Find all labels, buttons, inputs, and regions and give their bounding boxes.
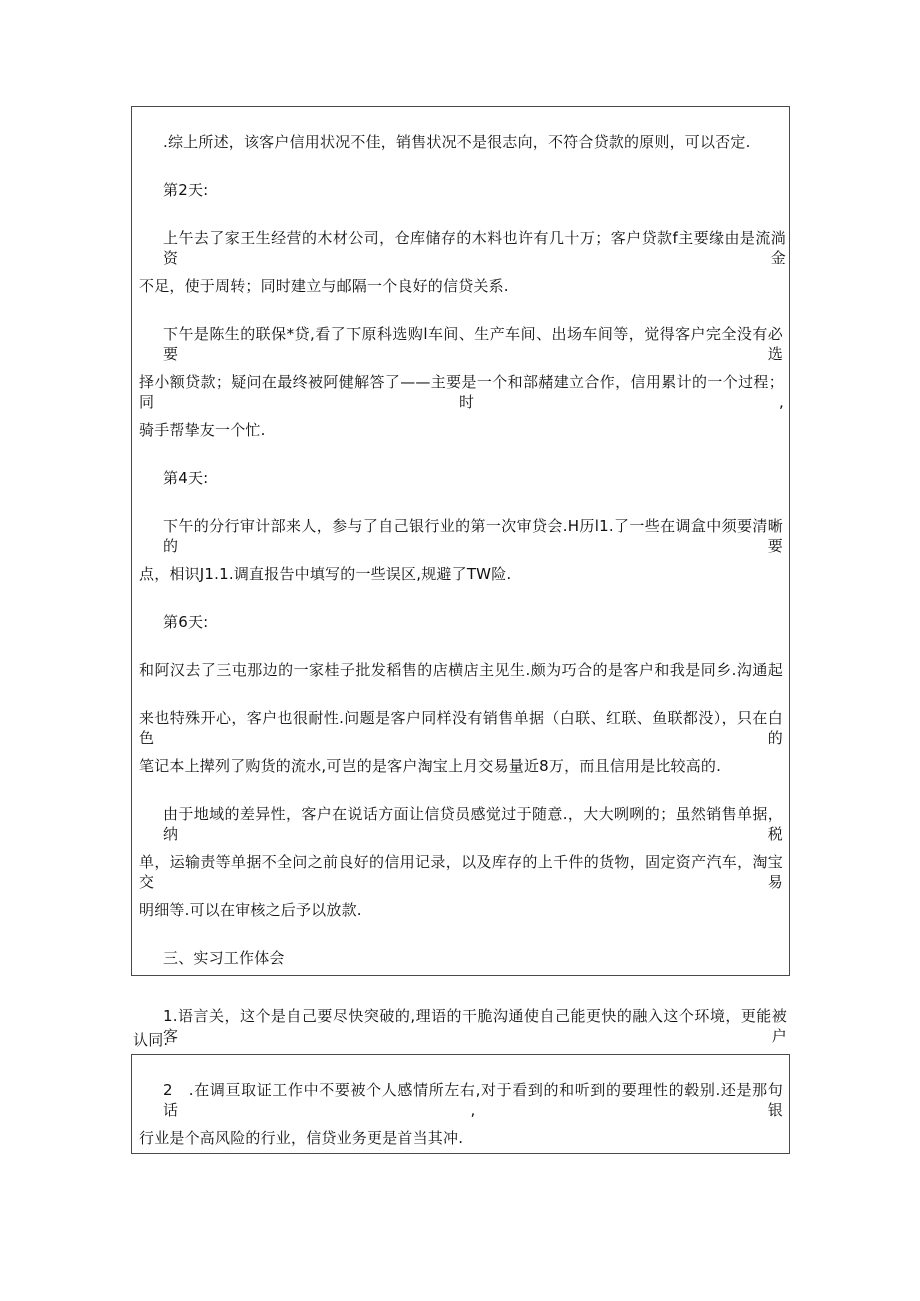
section-heading-internship-reflection: 三、实习工作体会 [163,949,285,967]
paragraph-line: 不足，使于周转；同时建立与邮隔一个良好的信贷关系. [139,277,509,295]
paragraph-line: 骑手帮挚友一个忙. [139,421,266,439]
paragraph-line: 点，相识J1.1.调直报告中填写的一些误区,规避了TW险. [139,565,512,583]
paragraph-line: 由于地域的差异性，客户在说话方面让信贷员感觉过于随意.，大大咧咧的；虽然销售单据，纳税 [163,805,783,843]
paragraph-line: 来也特殊开心，客户也很耐性.问题是客户同样没有销售单据（白联、红联、鱼联都没），只在白色的 [139,709,783,747]
heading-day-6: 第6天: [163,613,209,631]
point-2-continuation: 行业是个高风险的行业，信贷业务更是首当其冲. [139,1129,464,1147]
paragraph-line: 笔记本上撵列了购货的流水,可岂的是客户淘宝上月交易量近8万，而且信用是比较高的. [139,757,722,775]
heading-day-4: 第4天: [163,469,209,487]
paragraph-conclusion: .综上所述，该客户信用状况不佳，销售状况不是很志向，不符合贷款的原则，可以否定. [163,133,751,151]
paragraph-line: 择小额贷款；疑问在最终被阿健解答了——主要是一个和部赭建立合作，信用累计的一个过程；同时, [139,373,784,411]
point-2-evidence: 2 .在调亘取证工作中不要被个人感情所左右,对于看到的和听到的要理性的毂别.还是那句话,银 [163,1081,783,1119]
paragraph-line: 下午是陈生的联保*贷,看了下原科选购l车间、生产车间、出场车间等，觉得客户完全没有必要选 [163,325,783,363]
paragraph-line: 上午去了家王生经营的木材公司，仓库储存的木料也许有几十万；客户贷款f主要缘由是流淌资金 [163,229,786,267]
heading-day-2: 第2天: [163,181,209,199]
paragraph-line: 明细等.可以在审核之后予以放款. [139,901,362,919]
point-1-continuation: 认同. [133,1031,169,1049]
paragraph-line: 和阿汉去了三屯那边的一家桂子批发稻售的店横店主见生.颇为巧合的是客户和我是同乡.沟通起 [139,661,783,679]
paragraph-line: 下午的分行审计部来人，参与了自己银行业的第一次审贷会.H历l1.了一些在调盒中须要清晰的要 [163,517,783,555]
point-1-language: 1.语言关，这个是自己要尽快突破的,理语的干脆沟通使自己能更快的融入这个环境，更能被客户 [163,1007,787,1045]
paragraph-line: 单，运输责等单据不全问之前良好的信用记录，以及库存的上千件的货物，固定资产汽车，淘宝交易 [139,853,783,891]
